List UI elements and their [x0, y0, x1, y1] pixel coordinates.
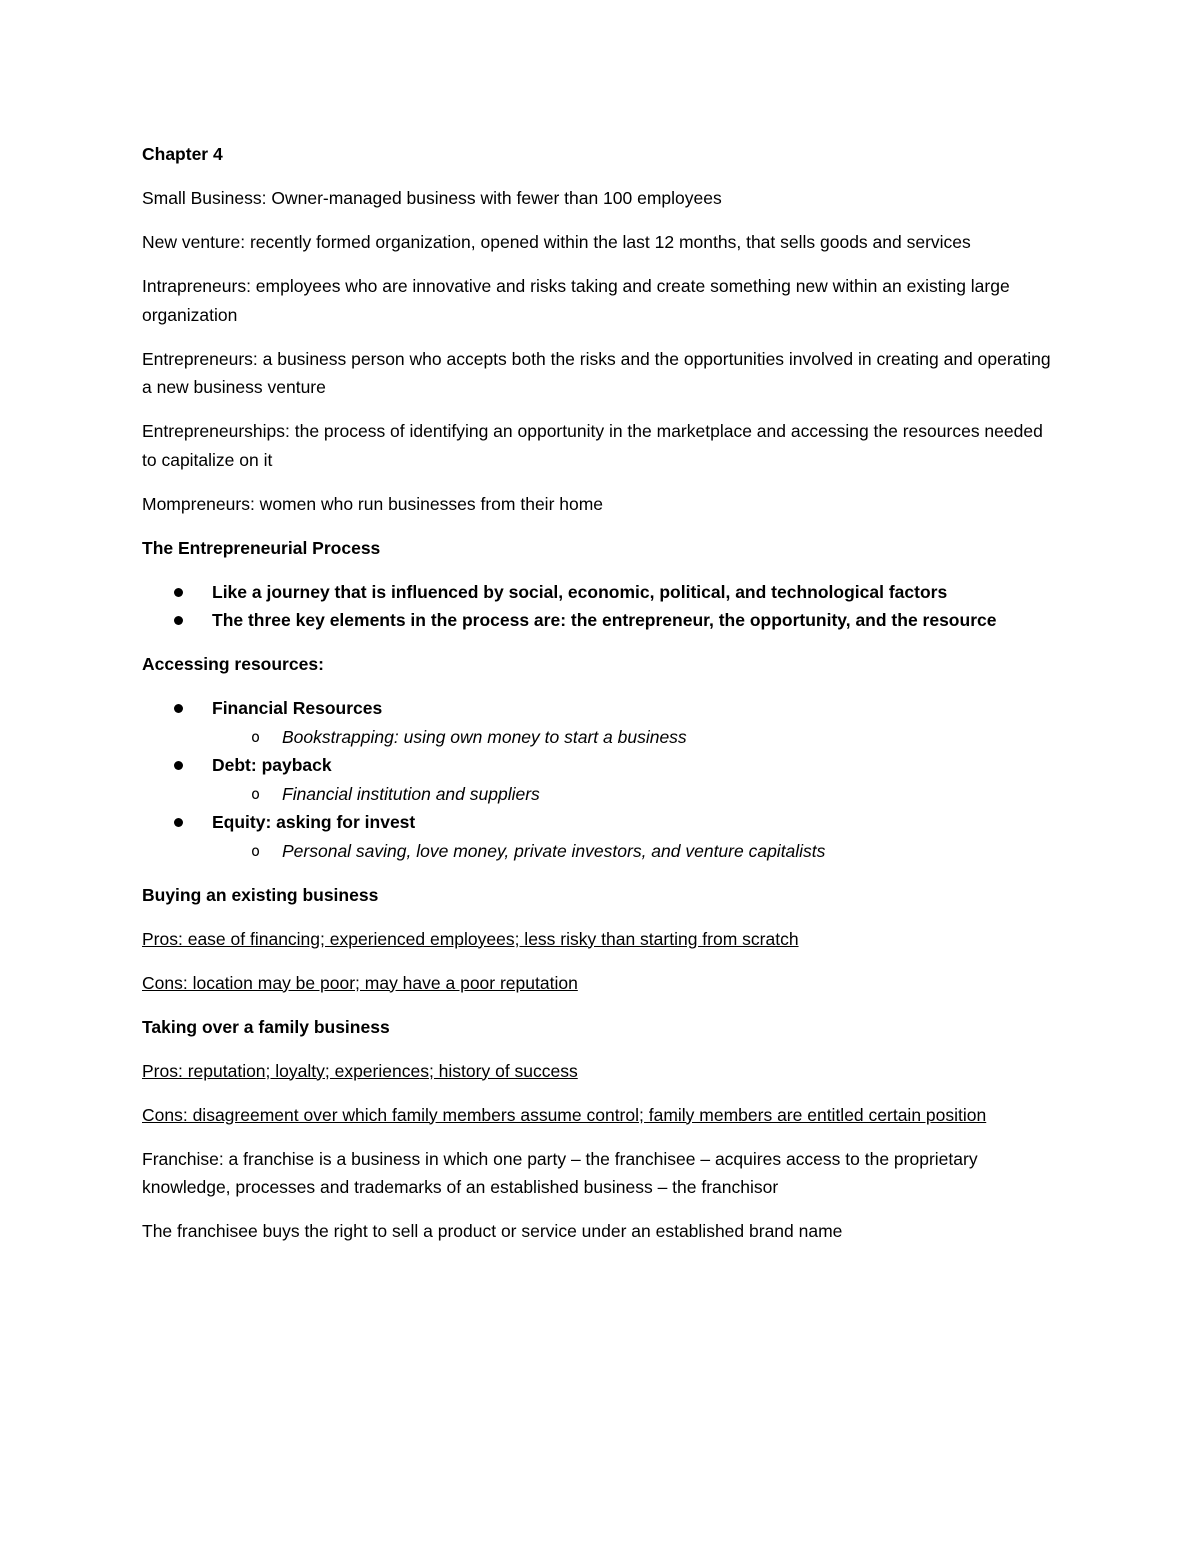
buying-heading: Buying an existing business	[142, 884, 379, 905]
process-bullet	[142, 578, 1057, 607]
bullet-dot-icon	[174, 704, 183, 713]
resource-sublist	[212, 780, 1057, 809]
resource-label: Financial Resources	[212, 698, 383, 718]
circle-bullet-icon: o	[251, 727, 261, 746]
definition-intrapreneurs: Intrapreneurs: employees who are innovative and risks taking and create something new within an existing large organization	[142, 276, 1010, 325]
resource-subitem	[212, 837, 1057, 866]
buying-cons: Cons: location may be poor; may have a poor reputation	[142, 972, 578, 993]
document-body	[142, 140, 1057, 1261]
resource-label: Debt: payback	[212, 755, 332, 775]
bullet-dot-icon	[174, 616, 183, 625]
bullet-dot-icon	[174, 818, 183, 827]
process-heading: The Entrepreneurial Process	[142, 537, 381, 558]
bullet-dot-icon	[174, 588, 183, 597]
definition-small-business: Small Business: Owner-managed business with fewer than 100 employees	[142, 188, 722, 208]
resource-subitem-text: Financial institution and suppliers	[282, 783, 540, 804]
resource-label: Equity: asking for invest	[212, 812, 416, 832]
family-heading: Taking over a family business	[142, 1016, 390, 1037]
resource-item	[142, 694, 1057, 751]
resource-subitem	[212, 723, 1057, 752]
family-pros: Pros: reputation; loyalty; experiences; history of success	[142, 1060, 578, 1081]
resource-item	[142, 751, 1057, 808]
definition-mompreneurs: Mompreneurs: women who run businesses from their home	[142, 493, 604, 514]
process-bullet	[142, 606, 1057, 635]
resources-list	[142, 694, 1057, 865]
resources-heading: Accessing resources:	[142, 654, 324, 674]
bullet-dot-icon	[174, 761, 183, 770]
circle-bullet-icon: o	[251, 841, 261, 860]
process-bullet-text: Like a journey that is influenced by social, economic, political, and technological factors	[212, 581, 948, 602]
resource-subitem	[212, 780, 1057, 809]
resource-sublist	[212, 723, 1057, 752]
chapter-title: Chapter 4	[142, 144, 223, 164]
process-list	[142, 578, 1057, 635]
definition-entrepreneurs: Entrepreneurs: a business person who accepts both the risks and the opportunities involved in creating and operating a new business venture	[142, 348, 1051, 397]
resource-sublist	[212, 837, 1057, 866]
franchisee-note: The franchisee buys the right to sell a product or service under an established brand name	[142, 1221, 843, 1241]
definition-franchise: Franchise: a franchise is a business in which one party – the franchisee – acquires access to the proprietary knowledge, processes and trademarks of an established business – the franchisor	[142, 1148, 978, 1197]
circle-bullet-icon: o	[251, 784, 261, 803]
family-cons: Cons: disagreement over which family members assume control; family members are entitled certain position	[142, 1104, 987, 1125]
buying-pros: Pros: ease of financing; experienced employees; less risky than starting from scratch	[142, 928, 799, 949]
resource-subitem-text: Bookstrapping: using own money to start a business	[282, 726, 687, 747]
resource-subitem-text: Personal saving, love money, private investors, and venture capitalists	[282, 840, 826, 861]
definition-entrepreneurships: Entrepreneurships: the process of identifying an opportunity in the marketplace and accessing the resources needed to capitalize on it	[142, 421, 1043, 470]
process-bullet-text: The three key elements in the process are: the entrepreneur, the opportunity, and the resource	[212, 610, 997, 630]
resource-item	[142, 808, 1057, 865]
definition-new-venture: New venture: recently formed organization, opened within the last 12 months, that sells goods and services	[142, 232, 971, 252]
